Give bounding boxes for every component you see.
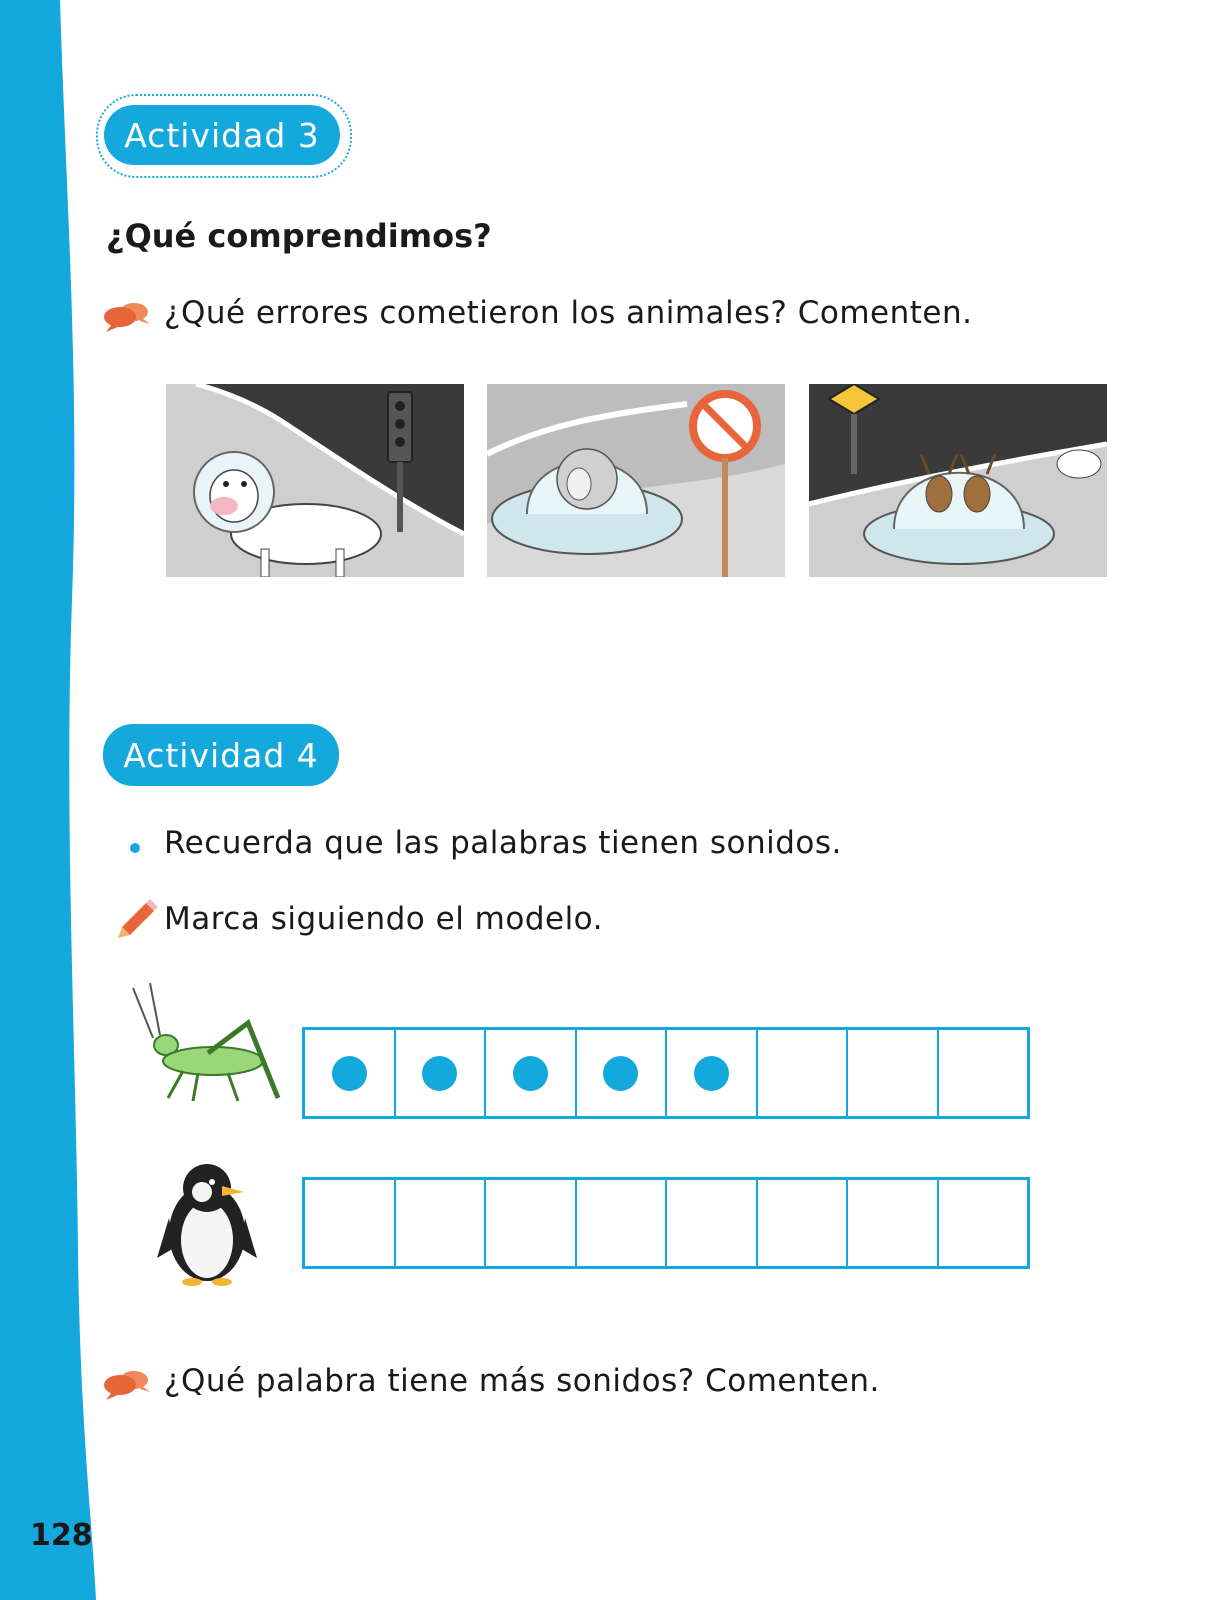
talk-bubbles-icon: [102, 300, 152, 332]
sound-cell[interactable]: [486, 1030, 577, 1116]
pencil-icon: [116, 897, 158, 939]
bullet-dot-icon: [130, 843, 140, 853]
sound-cell[interactable]: [396, 1180, 487, 1266]
sound-dot-icon: [513, 1056, 548, 1091]
activity-4-final-prompt: ¿Qué palabra tiene más sonidos? Comenten.: [164, 1363, 880, 1399]
section-heading: ¿Qué comprendimos?: [106, 217, 492, 255]
scene-cow-crossing-street: [166, 384, 464, 577]
sound-cell[interactable]: [577, 1180, 668, 1266]
sound-cell[interactable]: [396, 1030, 487, 1116]
sound-dot-icon: [422, 1056, 457, 1091]
scene-sheep-wrong-turn: [487, 384, 785, 577]
sound-cell[interactable]: [305, 1030, 396, 1116]
sound-grid-grasshopper: [302, 1027, 1030, 1119]
sound-cell[interactable]: [758, 1180, 849, 1266]
sound-cell[interactable]: [577, 1030, 668, 1116]
penguin-image: [152, 1158, 262, 1288]
activity-4-bullet-text: Recuerda que las palabras tienen sonidos.: [164, 825, 842, 861]
grasshopper-image: [128, 983, 283, 1118]
sound-cell[interactable]: [667, 1030, 758, 1116]
sound-cell[interactable]: [848, 1180, 939, 1266]
sound-cell[interactable]: [667, 1180, 758, 1266]
sound-cell[interactable]: [848, 1030, 939, 1116]
activity-3-badge: Actividad 3: [104, 105, 340, 165]
sound-cell[interactable]: [305, 1180, 396, 1266]
sound-cell[interactable]: [486, 1180, 577, 1266]
sound-dot-icon: [694, 1056, 729, 1091]
talk-bubbles-icon: [102, 1368, 152, 1400]
page-number: 128: [30, 1518, 93, 1553]
sound-dot-icon: [603, 1056, 638, 1091]
sound-cell[interactable]: [939, 1180, 1028, 1266]
sound-cell[interactable]: [939, 1030, 1028, 1116]
scene-reindeer-speeding: [809, 384, 1107, 577]
sound-cell[interactable]: [758, 1030, 849, 1116]
activity-4-instruction: Marca siguiendo el modelo.: [164, 901, 603, 937]
activity-4-badge: Actividad 4: [103, 724, 339, 786]
side-band: [0, 0, 100, 1600]
activity-3-prompt: ¿Qué errores cometieron los animales? Comenten.: [164, 295, 973, 331]
sound-grid-penguin: [302, 1177, 1030, 1269]
sound-dot-icon: [332, 1056, 367, 1091]
